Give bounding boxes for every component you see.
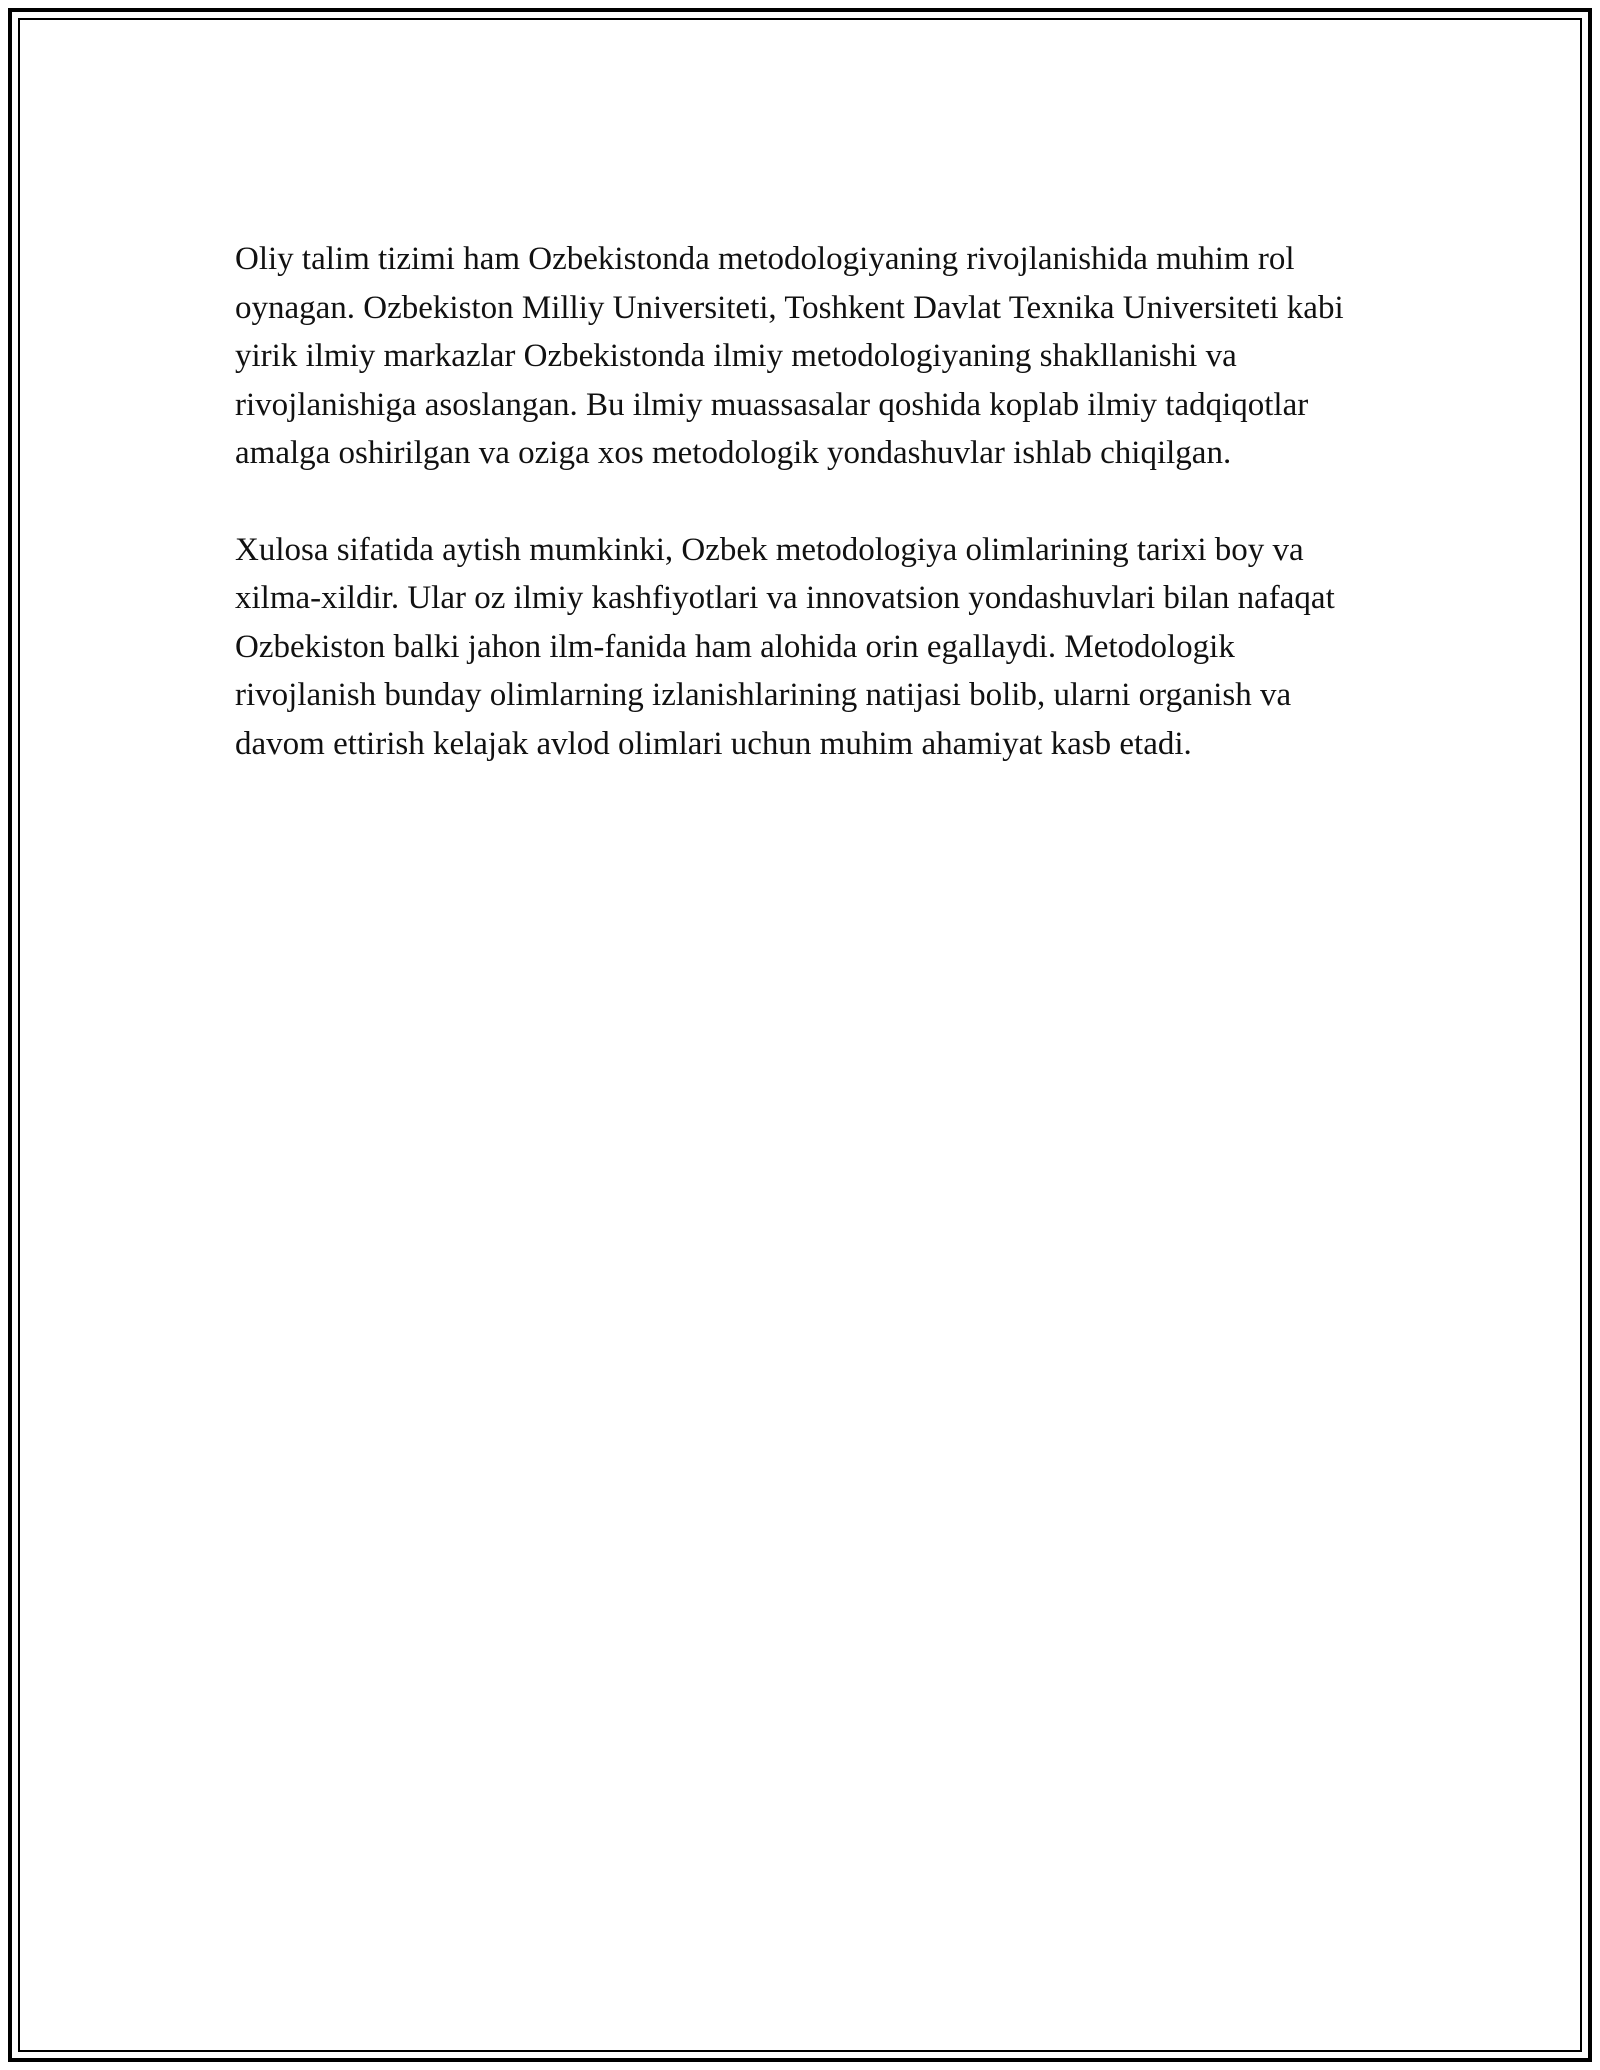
paragraph-2: Xulosa sifatida aytish mumkinki, Ozbek metodologiya olimlarining tarixi boy va xilma-xildir. Ular oz ilmiy kashfiyotlari va innovatsion yondashuvlari bilan nafaqat Ozbekiston balki jahon ilm-fanida ham alohida orin egallaydi. Metodologik rivojlanish bunday olimlarning izlanishlarining natijasi bolib, ularni organish va davom ettirish kelajak avlod olimlari uchun muhim ahamiyat kasb etadi. [235,531,1335,762]
document-body [235,235,1375,816]
paragraph-1: Oliy talim tizimi ham Ozbekistonda metodologiyaning rivojlanishida muhim rol oynagan. Ozbekiston Milliy Universiteti, Toshkent Davlat Texnika Universiteti kabi yirik ilmiy markazlar Ozbekistonda ilmiy metodologiyaning shakllanishi va rivojlanishiga asoslangan. Bu ilmiy muassasalar qoshida koplab ilmiy tadqiqotlar amalga oshirilgan va oziga xos metodologik yondashuvlar ishlab chiqilgan. [235,241,1344,471]
